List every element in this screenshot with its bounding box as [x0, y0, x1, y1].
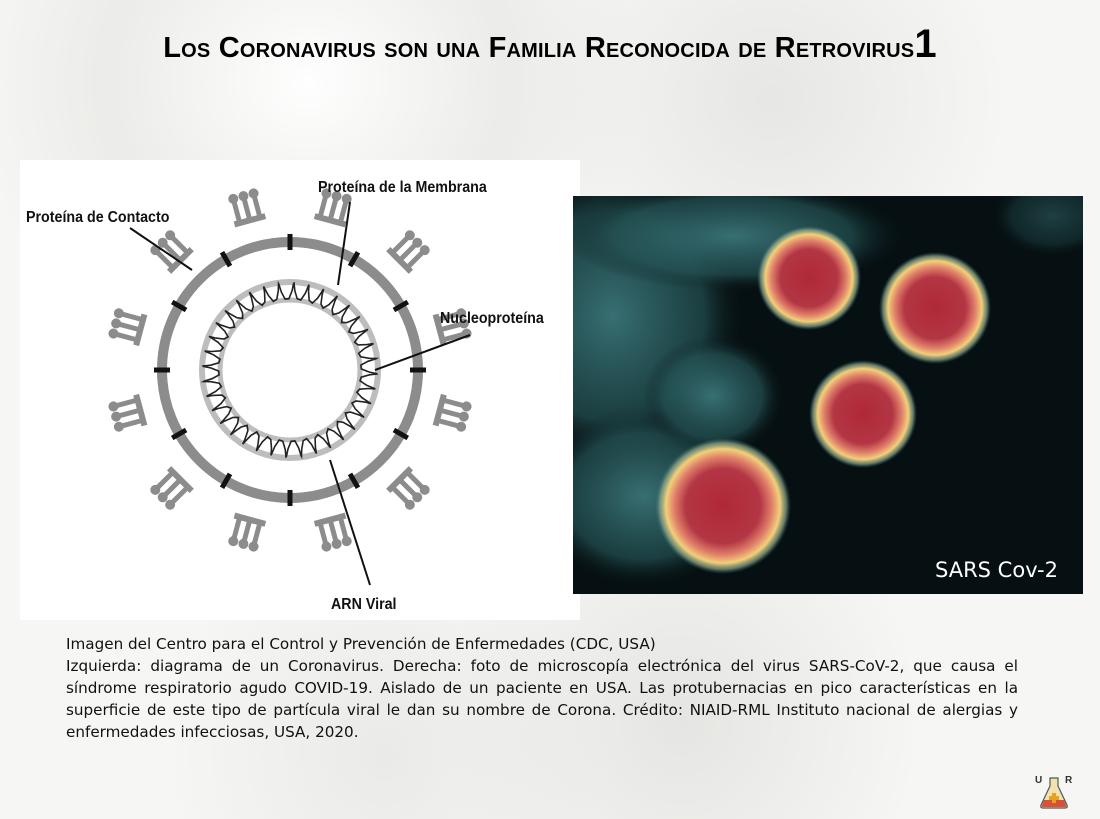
flask-logo-icon: [1035, 772, 1073, 810]
membrane-protein: [288, 234, 293, 250]
spike-protein: [107, 307, 147, 346]
logo-letter-r: R: [1065, 775, 1073, 786]
slide-title-number: 1: [914, 22, 937, 66]
slide-title-text: Los Coronavirus son una Familia Reconocida de Retrovirus: [163, 32, 915, 64]
label-viral-rna: ARN Viral: [331, 596, 397, 613]
coronavirus-diagram: [20, 160, 580, 620]
nucleocapsid-ring: [202, 282, 378, 458]
electron-micrograph: [573, 196, 1083, 594]
photo-caption: SARS Cov-2: [935, 558, 1058, 582]
label-contact-protein: Proteína de Contacto: [26, 209, 170, 226]
caption-description: Izquierda: diagrama de un Coronavirus. Derecha: foto de microscopía electrónica del virus SARS-CoV-2, que causa el síndrome respiratorio agudo COVID-19. Aislado de un paciente en USA. Las protubernacias en pico características en la superficie de este tipo de partícula viral le dan su nombre de Corona. Crédito: NIAID-RML Instituto nacional de alergias y enfermedades infecciosas, USA, 2020.: [66, 657, 1018, 741]
membrane-protein: [288, 490, 293, 506]
spike-protein: [227, 513, 266, 553]
membrane-protein: [154, 368, 170, 373]
virus-particle: [809, 360, 917, 468]
slide-title: [0, 22, 1100, 67]
coronavirus-diagram-graphic: [20, 160, 580, 620]
spike-protein: [107, 394, 147, 433]
spike-protein: [314, 513, 353, 553]
label-nucleoprotein: Nucleoproteína: [440, 310, 544, 327]
membrane-protein: [410, 368, 426, 373]
micrograph-image: [573, 196, 1083, 594]
spike-protein: [433, 394, 473, 433]
caption-source: Imagen del Centro para el Control y Prevención de Enfermedades (CDC, USA): [66, 635, 656, 653]
virus-particle: [879, 252, 991, 364]
logo-letter-u: U: [1035, 775, 1043, 786]
virus-particle: [757, 226, 861, 330]
figure-caption: [66, 633, 1018, 743]
spike-protein: [386, 466, 432, 512]
spike-protein: [227, 187, 266, 227]
label-membrane-protein: Proteína de la Membrana: [318, 179, 487, 196]
spike-protein: [148, 466, 194, 512]
virus-particle: [655, 438, 791, 574]
spike-protein: [386, 228, 432, 274]
